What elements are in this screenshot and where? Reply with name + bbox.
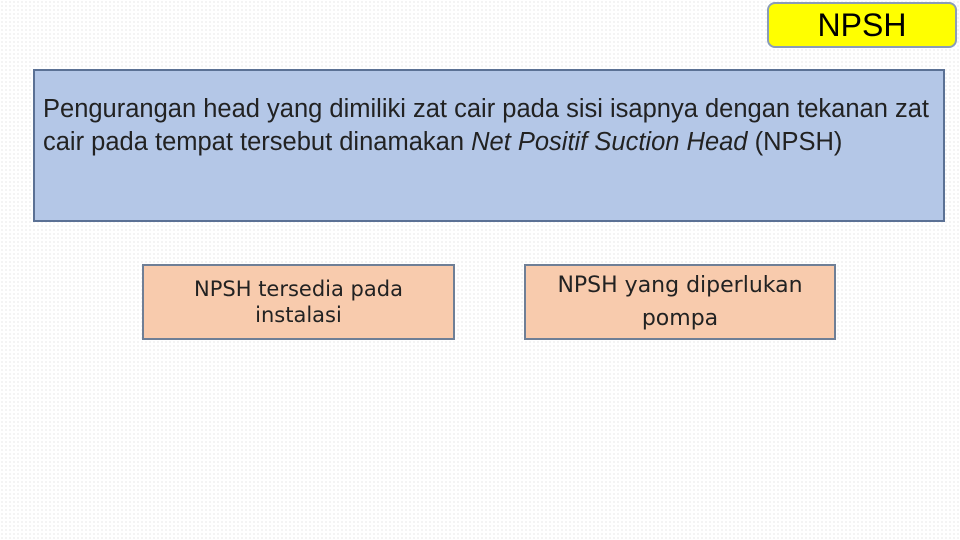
- npsh-available-box: [142, 264, 455, 340]
- npsh-required-box: [524, 264, 836, 340]
- npsh-required-line2: pompa: [641, 306, 719, 331]
- definition-text-italic: Net Positif Suction Head: [471, 128, 748, 157]
- definition-box: [33, 69, 945, 222]
- npsh-available-line1: NPSH tersedia pada: [194, 276, 403, 301]
- npsh-required-line1: NPSH yang diperlukan: [557, 273, 803, 298]
- npsh-available-text: [194, 276, 403, 329]
- slide-title-badge: [767, 2, 957, 48]
- npsh-available-line2: instalasi: [255, 303, 342, 327]
- npsh-required-text: [557, 269, 802, 335]
- definition-text-part2: (NPSH): [747, 128, 843, 157]
- definition-text-part1: Pengurangan head yang dimiliki zat cair pada sisi isapnya dengan tekanan zat cair pada tempat tersebut dinamakan: [43, 95, 930, 157]
- slide-title: NPSH: [817, 6, 907, 43]
